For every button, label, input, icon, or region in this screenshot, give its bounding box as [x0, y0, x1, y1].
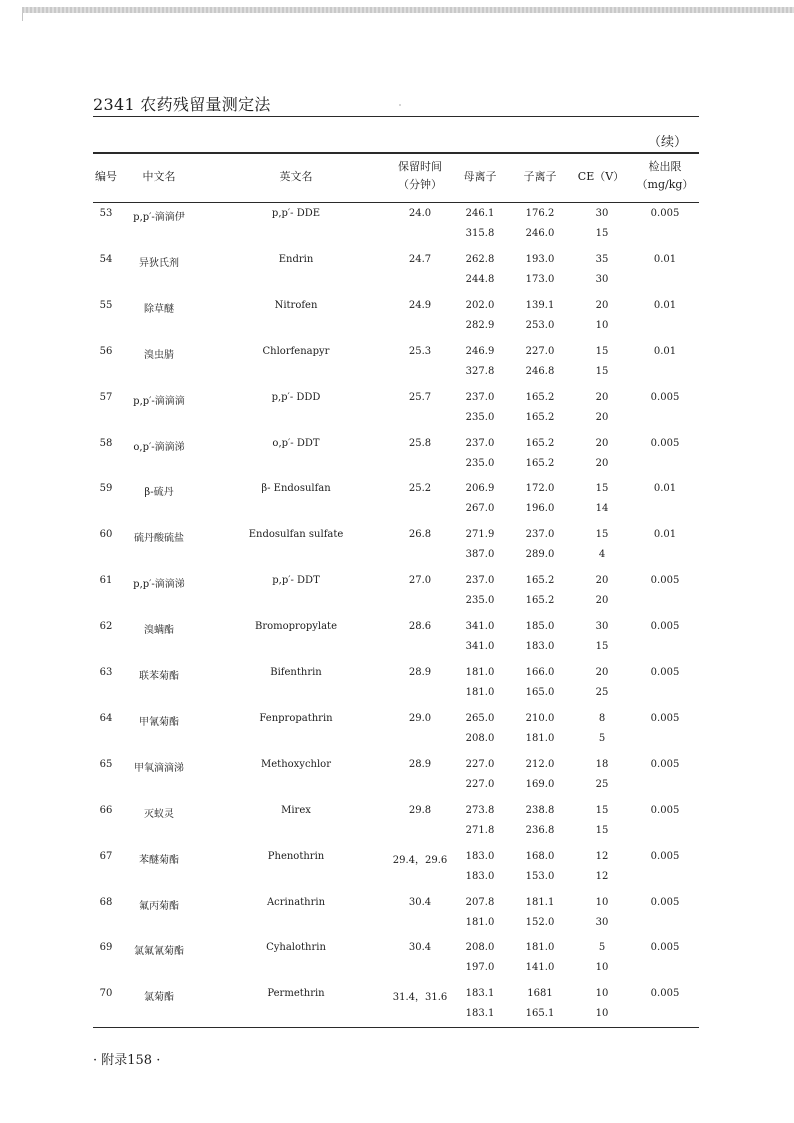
cell-lod: 0.005	[650, 942, 680, 954]
cell-rt: 24.9	[408, 299, 432, 311]
cell-rt: 30.4	[408, 896, 432, 908]
cell-product-2: 246.0	[525, 228, 555, 239]
cell-no: 67	[99, 850, 113, 862]
cell-parent-1: 262.8	[465, 253, 495, 265]
table-header-rule	[93, 202, 699, 203]
scan-top-border	[22, 7, 794, 13]
cell-product-1: 165.2	[525, 575, 555, 587]
cell-ce-2: 15	[595, 824, 609, 836]
cell-parent-1: 237.0	[465, 437, 495, 449]
cell-parent-2: 235.0	[465, 411, 495, 423]
cell-no: 58	[99, 437, 113, 449]
cell-en: Endosulfan sulfate	[248, 529, 344, 541]
cell-ce-2: 20	[595, 411, 609, 423]
cell-ce-1: 20	[595, 437, 609, 449]
cell-parent-1: 265.0	[465, 712, 495, 724]
cell-ce-1: 35	[595, 253, 609, 265]
cell-ce-2: 15	[595, 365, 609, 377]
header-rule	[93, 116, 699, 117]
cell-rt: 29.0	[408, 712, 432, 724]
col-header-cn: 中文名	[142, 170, 176, 183]
cell-parent-1: 208.0	[465, 942, 495, 954]
cell-rt: 25.8	[408, 437, 432, 449]
cell-product-1: 237.0	[525, 529, 555, 541]
cell-ce-2: 10	[595, 1008, 609, 1020]
cell-no: 62	[99, 621, 113, 633]
cell-no: 69	[99, 942, 113, 954]
cell-en: p,p′- DDD	[271, 391, 321, 403]
cell-rt: 28.9	[408, 667, 432, 678]
col-header-no: 编号	[95, 170, 117, 183]
cell-cn: 灭蚁灵	[144, 808, 174, 820]
cell-rt: 24.7	[408, 253, 432, 265]
cell-lod: 0.005	[650, 621, 680, 633]
cell-ce-1: 8	[598, 712, 606, 724]
cell-product-2: 165.2	[525, 595, 555, 607]
cell-no: 60	[99, 529, 113, 541]
cell-parent-2: 271.8	[465, 824, 495, 836]
cell-product-1: 181.0	[525, 942, 555, 954]
cell-lod: 0.005	[650, 208, 680, 219]
col-header-parent: 母离子	[463, 170, 497, 183]
cell-product-1: 210.0	[525, 712, 555, 724]
col-header-lod	[630, 158, 700, 194]
cell-ce-2: 30	[595, 273, 609, 285]
col-header-rt-line1: 保留时间	[398, 160, 442, 173]
cell-product-1: 238.8	[525, 804, 555, 816]
cell-no: 54	[99, 253, 113, 265]
cell-product-2: 289.0	[525, 549, 555, 561]
page-footer: · 附录158 ·	[93, 1053, 161, 1068]
cell-lod: 0.01	[653, 529, 677, 541]
cell-en: Mirex	[281, 804, 311, 816]
cell-no: 57	[99, 391, 113, 403]
cell-ce-1: 15	[595, 804, 609, 816]
cell-lod: 0.005	[650, 896, 680, 908]
cell-cn: p,p′-滴滴涕	[133, 579, 185, 591]
cell-lod: 0.005	[650, 391, 680, 403]
cell-cn: 氯菊酯	[144, 992, 174, 1004]
cell-cn: 甲氰菊酯	[139, 716, 179, 728]
cell-cn: 氟丙菊酯	[139, 900, 179, 912]
cell-product-1: 165.2	[525, 437, 555, 449]
cell-parent-2: 387.0	[465, 549, 495, 561]
cell-parent-2: 197.0	[465, 962, 495, 974]
cell-en: Bromopropylate	[254, 621, 337, 633]
cell-en: Permethrin	[267, 988, 325, 1000]
cell-no: 53	[99, 208, 113, 219]
page-header-title: 2341 农药残留量测定法	[93, 95, 271, 114]
cell-rt: 27.0	[408, 575, 432, 587]
cell-cn: β-硫丹	[144, 487, 174, 499]
col-header-rt-line2: （分钟）	[398, 178, 442, 191]
scan-corner-mark	[22, 13, 23, 21]
cell-en: Acrinathrin	[266, 896, 326, 908]
cell-ce-2: 10	[595, 319, 609, 331]
cell-ce-2: 30	[595, 916, 609, 928]
cell-product-2: 169.0	[525, 778, 555, 790]
cell-rt: 26.8	[408, 529, 432, 541]
scan-dot	[399, 104, 401, 106]
cell-en: Chlorfenapyr	[262, 345, 330, 357]
cell-cn: 苯醚菊酯	[139, 854, 179, 866]
table-bottom-rule	[93, 1027, 699, 1028]
cell-ce-1: 20	[595, 391, 609, 403]
cell-no: 66	[99, 804, 113, 816]
cell-no: 61	[99, 575, 113, 587]
cell-product-1: 139.1	[525, 299, 555, 311]
cell-parent-2: 282.9	[465, 319, 495, 331]
cell-ce-2: 20	[595, 457, 609, 469]
cell-en: Fenpropathrin	[259, 712, 333, 724]
cell-ce-2: 4	[598, 549, 606, 561]
cell-parent-1: 202.0	[465, 299, 495, 311]
cell-no: 68	[99, 896, 113, 908]
cell-rt: 25.7	[408, 391, 432, 403]
table-top-rule	[93, 152, 699, 154]
cell-ce-1: 30	[595, 208, 609, 219]
cell-parent-2: 181.0	[465, 916, 495, 928]
cell-rt: 24.0	[408, 208, 432, 219]
cell-ce-1: 15	[595, 529, 609, 541]
cell-ce-2: 20	[595, 595, 609, 607]
cell-parent-2: 181.0	[465, 687, 495, 698]
cell-product-1: 165.2	[525, 391, 555, 403]
cell-lod: 0.005	[650, 850, 680, 862]
cell-no: 65	[99, 758, 113, 770]
cell-cn: 溴螨酯	[144, 625, 174, 637]
cell-parent-1: 237.0	[465, 575, 495, 587]
cell-parent-2: 235.0	[465, 595, 495, 607]
cell-parent-2: 183.0	[465, 870, 495, 882]
cell-product-2: 165.2	[525, 457, 555, 469]
cell-ce-2: 10	[595, 962, 609, 974]
cell-lod: 0.005	[650, 575, 680, 587]
cell-rt: 28.9	[408, 758, 432, 770]
col-header-ce: CE（V）	[577, 170, 625, 183]
cell-rt: 29.8	[408, 804, 432, 816]
col-header-rt	[385, 158, 455, 194]
cell-product-2: 183.0	[525, 641, 555, 653]
cell-product-2: 173.0	[525, 273, 555, 285]
cell-ce-1: 18	[595, 758, 609, 770]
cell-no: 64	[99, 712, 113, 724]
cell-parent-2: 341.0	[465, 641, 495, 653]
cell-cn: 联苯菊酯	[139, 671, 179, 682]
cell-no: 56	[99, 345, 113, 357]
cell-lod: 0.005	[650, 712, 680, 724]
cell-ce-1: 20	[595, 667, 609, 678]
cell-ce-1: 10	[595, 896, 609, 908]
cell-ce-1: 15	[595, 483, 609, 495]
cell-lod: 0.005	[650, 804, 680, 816]
col-header-lod-line2: （mg/kg）	[636, 178, 694, 191]
cell-cn: o,p′-滴滴涕	[133, 441, 185, 453]
cell-parent-1: 273.8	[465, 804, 495, 816]
cell-product-1: 1681	[527, 988, 553, 1000]
cell-lod: 0.005	[650, 758, 680, 770]
cell-no: 59	[99, 483, 113, 495]
cell-product-1: 168.0	[525, 850, 555, 862]
cell-no: 70	[99, 988, 113, 1000]
cell-rt: 31.4，31.6	[392, 992, 448, 1004]
col-header-en: 英文名	[279, 170, 313, 183]
cell-en: Bifenthrin	[270, 667, 322, 678]
cell-parent-1: 341.0	[465, 621, 495, 633]
cell-ce-2: 15	[595, 228, 609, 239]
cell-cn: 氯氟氰菊酯	[134, 946, 184, 958]
cell-parent-1: 246.1	[465, 208, 495, 219]
col-header-product: 子离子	[523, 170, 557, 183]
continued-label: （续）	[648, 135, 688, 150]
cell-parent-2: 327.8	[465, 365, 495, 377]
cell-ce-2: 25	[595, 778, 609, 790]
cell-en: Phenothrin	[267, 850, 325, 862]
cell-product-1: 227.0	[525, 345, 555, 357]
cell-parent-1: 246.9	[465, 345, 495, 357]
cell-product-1: 181.1	[525, 896, 555, 908]
cell-rt: 30.4	[408, 942, 432, 954]
cell-product-2: 141.0	[525, 962, 555, 974]
cell-cn: 甲氧滴滴涕	[134, 762, 184, 774]
cell-parent-1: 206.9	[465, 483, 495, 495]
cell-product-1: 185.0	[525, 621, 555, 633]
col-header-lod-line1: 检出限	[648, 160, 682, 173]
cell-parent-1: 207.8	[465, 896, 495, 908]
cell-no: 63	[99, 667, 113, 678]
cell-ce-2: 15	[595, 641, 609, 653]
cell-product-2: 253.0	[525, 319, 555, 331]
cell-product-2: 236.8	[525, 824, 555, 836]
cell-rt: 28.6	[408, 621, 432, 633]
cell-ce-1: 15	[595, 345, 609, 357]
cell-ce-2: 25	[595, 687, 609, 698]
cell-parent-2: 244.8	[465, 273, 495, 285]
cell-cn: 除草醚	[144, 303, 174, 315]
cell-ce-1: 12	[595, 850, 609, 862]
cell-en: Nitrofen	[274, 299, 318, 311]
cell-rt: 25.2	[408, 483, 432, 495]
cell-lod: 0.01	[653, 253, 677, 265]
cell-ce-1: 20	[595, 575, 609, 587]
cell-product-1: 176.2	[525, 208, 555, 219]
cell-product-2: 153.0	[525, 870, 555, 882]
cell-cn: 硫丹酸硫盐	[134, 533, 184, 545]
cell-product-2: 181.0	[525, 732, 555, 744]
cell-parent-2: 208.0	[465, 732, 495, 744]
cell-lod: 0.005	[650, 437, 680, 449]
cell-parent-2: 267.0	[465, 503, 495, 515]
cell-parent-1: 237.0	[465, 391, 495, 403]
cell-cn: p,p′-滴滴滴	[133, 395, 185, 407]
cell-ce-1: 10	[595, 988, 609, 1000]
cell-product-2: 152.0	[525, 916, 555, 928]
cell-en: p,p′- DDT	[272, 575, 320, 587]
cell-parent-1: 227.0	[465, 758, 495, 770]
cell-rt: 29.4，29.6	[392, 854, 448, 866]
cell-product-1: 172.0	[525, 483, 555, 495]
cell-cn: 异狄氏剂	[139, 257, 179, 269]
cell-product-2: 165.0	[525, 687, 555, 698]
cell-parent-2: 227.0	[465, 778, 495, 790]
cell-parent-2: 183.1	[465, 1008, 495, 1020]
cell-parent-1: 183.1	[465, 988, 495, 1000]
cell-en: β- Endosulfan	[261, 483, 331, 495]
cell-lod: 0.01	[653, 483, 677, 495]
cell-en: Methoxychlor	[261, 758, 331, 770]
cell-product-2: 165.2	[525, 411, 555, 423]
cell-parent-1: 271.9	[465, 529, 495, 541]
cell-en: Endrin	[278, 253, 314, 265]
cell-lod: 0.005	[650, 988, 680, 1000]
cell-no: 55	[99, 299, 113, 311]
cell-ce-2: 5	[598, 732, 606, 744]
cell-parent-1: 181.0	[465, 667, 495, 678]
cell-product-2: 165.1	[525, 1008, 555, 1020]
cell-product-2: 246.8	[525, 365, 555, 377]
cell-parent-2: 235.0	[465, 457, 495, 469]
cell-cn: 溴虫腈	[144, 349, 174, 361]
cell-lod: 0.005	[650, 667, 680, 678]
cell-lod: 0.01	[653, 299, 677, 311]
cell-cn: p,p′-滴滴伊	[133, 212, 185, 223]
cell-ce-2: 14	[595, 503, 609, 515]
cell-lod: 0.01	[653, 345, 677, 357]
cell-product-2: 196.0	[525, 503, 555, 515]
cell-product-1: 212.0	[525, 758, 555, 770]
cell-en: Cyhalothrin	[266, 942, 326, 954]
cell-product-1: 193.0	[525, 253, 555, 265]
cell-ce-1: 20	[595, 299, 609, 311]
cell-parent-1: 183.0	[465, 850, 495, 862]
cell-ce-2: 12	[595, 870, 609, 882]
cell-en: o,p′- DDT	[272, 437, 320, 449]
cell-ce-1: 30	[595, 621, 609, 633]
cell-parent-2: 315.8	[465, 228, 495, 239]
cell-product-1: 166.0	[525, 667, 555, 678]
cell-rt: 25.3	[408, 345, 432, 357]
cell-ce-1: 5	[598, 942, 606, 954]
cell-en: p,p′- DDE	[271, 208, 321, 219]
